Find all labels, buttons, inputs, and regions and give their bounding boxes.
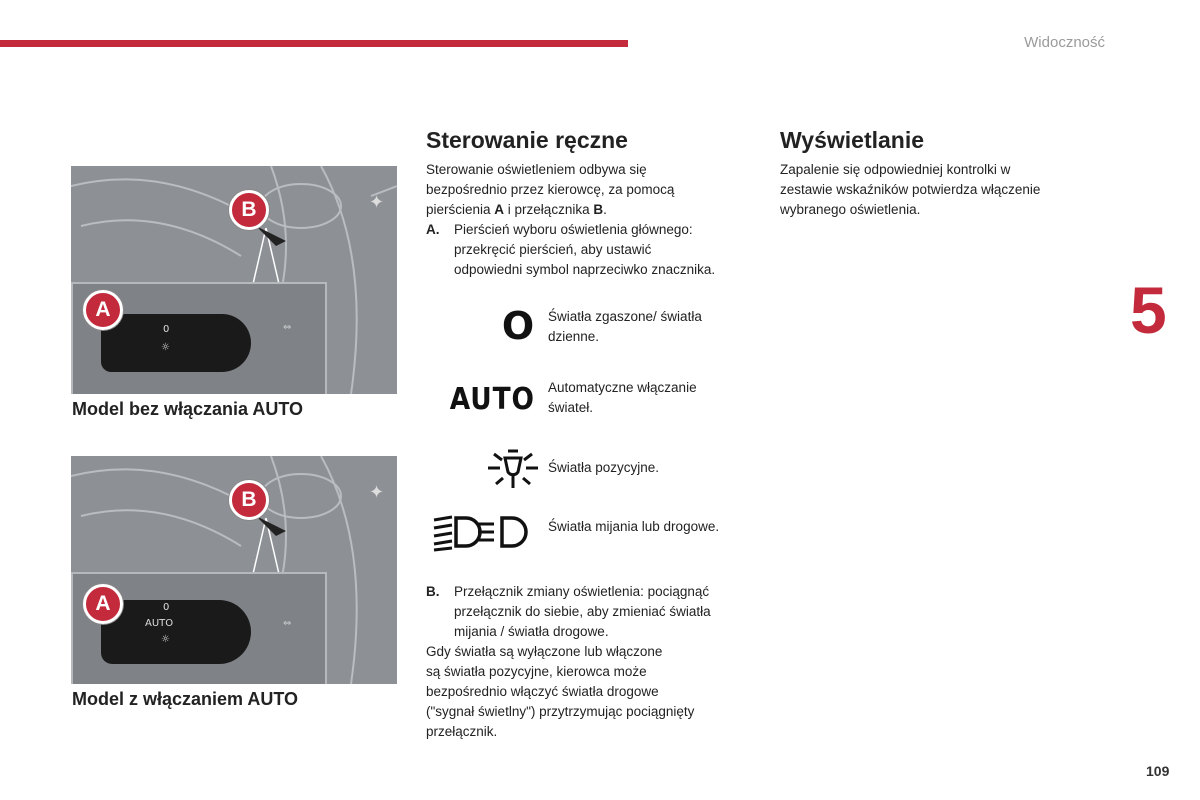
item-b-marker: B. — [426, 584, 440, 599]
stalk-label-off: 0 — [163, 602, 170, 613]
symbol-label-sidelights: Światła pozycyjne. — [548, 460, 660, 475]
lights-off-icon: O — [501, 304, 535, 348]
figure-lighting-stalk-no-auto — [71, 166, 397, 394]
symbol-label-auto: Automatyczne włączanie świateł. — [548, 380, 697, 415]
sidelights-glyph — [486, 448, 540, 494]
lighting-stalk — [101, 600, 251, 664]
figure-caption-2: Model z włączaniem AUTO — [72, 689, 299, 709]
figure-lighting-stalk-with-auto — [71, 456, 397, 684]
display-text: Zapalenie się odpowiedniej kontrolki w zestawie wskaźników potwierdza włączenie wybranego oświetlenia. — [780, 162, 1041, 217]
svg-text:✦: ✦ — [369, 192, 385, 212]
lighting-stalk — [101, 314, 251, 372]
stalk-label-auto: AUTO — [145, 618, 174, 629]
stalk-label-off: 0 — [163, 324, 170, 335]
beam-glyph — [432, 512, 542, 554]
ring-a-badge: A — [83, 290, 123, 330]
stalk-label-sidelights: ☼ — [161, 634, 170, 645]
chapter-number: 5 — [1130, 273, 1167, 347]
section-title: Widoczność — [1024, 34, 1105, 51]
stalk-arrow: ⇔ — [283, 618, 292, 629]
dipped-main-beam-icon — [432, 512, 542, 554]
manual-intro: Sterowanie oświetleniem odbywa się bezpośrednio przez kierowcę, za pomocą pierścienia A i przełącznika B. — [426, 162, 675, 217]
switch-b-badge: B — [229, 480, 269, 520]
svg-text:✦: ✦ — [369, 482, 385, 502]
header-accent-bar — [0, 40, 628, 47]
item-a-text: Pierścień wyboru oświetlenia głównego: przekręcić pierścień, aby ustawić odpowiedni symbol naprzeciwko znacznika. — [454, 222, 716, 277]
stalk-arrow: ⇔ — [283, 322, 292, 333]
manual-control-title: Sterowanie ręczne — [426, 127, 628, 153]
page-number: 109 — [1146, 763, 1170, 779]
symbol-label-beams: Światła mijania lub drogowe. — [548, 519, 720, 534]
switch-b-badge: B — [229, 190, 269, 230]
stalk-label-sidelights: ☼ — [161, 342, 170, 353]
sidelights-icon — [486, 448, 540, 494]
flash-paragraph: Gdy światła są wyłączone lub włączone są światła pozycyjne, kierowca może bezpośrednio włączyć światła drogowe ("sygnał świetlny") przytrzymując pociągnięty przełącznik. — [426, 644, 695, 739]
auto-lights-icon: AUTO — [449, 381, 535, 417]
ring-a-badge: A — [83, 584, 123, 624]
figure-caption-1: Model bez włączania AUTO — [72, 399, 304, 419]
item-a-marker: A. — [426, 222, 440, 237]
symbol-label-off: Światła zgaszone/ światła dzienne. — [548, 309, 702, 344]
display-title: Wyświetlanie — [780, 127, 925, 153]
item-b-text: Przełącznik zmiany oświetlenia: pociągnąć przełącznik do siebie, aby zmieniać światła mijania / światła drogowe. — [454, 584, 711, 639]
